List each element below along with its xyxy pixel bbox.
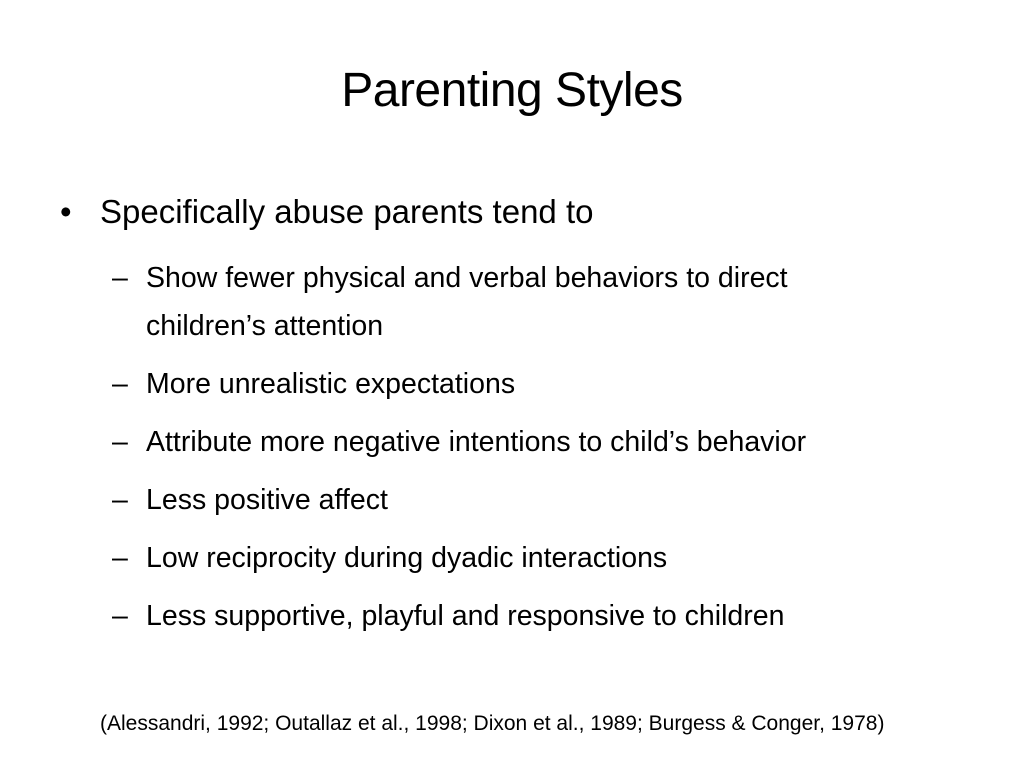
sub-bullet-item bbox=[112, 418, 992, 466]
sub-bullet-item bbox=[112, 592, 992, 640]
sub-bullet-item bbox=[112, 254, 992, 350]
sub-bullet-text: Low reciprocity during dyadic interactions bbox=[146, 542, 668, 574]
sub-bullet-text: More unrealistic expectations bbox=[146, 368, 516, 400]
sub-bullet-text: Less positive affect bbox=[146, 484, 388, 516]
sub-bullet-text: Less supportive, playful and responsive to children bbox=[146, 600, 785, 632]
dash-marker: – bbox=[112, 426, 128, 458]
dash-marker: – bbox=[112, 542, 128, 574]
dash-marker: – bbox=[112, 600, 128, 632]
bullet-marker: • bbox=[60, 193, 72, 230]
sub-bullet-item bbox=[112, 476, 992, 524]
sub-bullet-item bbox=[112, 534, 992, 582]
citation: (Alessandri, 1992; Outallaz et al., 1998; Dixon et al., 1989; Burgess & Conger, 1978) bbox=[100, 712, 885, 735]
main-bullet bbox=[60, 191, 593, 234]
main-bullet-text: Specifically abuse parents tend to bbox=[100, 193, 594, 230]
sub-bullet-text: Show fewer physical and verbal behaviors to direct children’s attention bbox=[146, 262, 788, 342]
slide-title: Parenting Styles bbox=[341, 64, 683, 117]
dash-marker: – bbox=[112, 484, 128, 516]
dash-marker: – bbox=[112, 368, 128, 400]
sub-bullet-list bbox=[112, 254, 992, 650]
sub-bullet-item bbox=[112, 360, 992, 408]
dash-marker: – bbox=[112, 262, 128, 294]
sub-bullet-text: Attribute more negative intentions to child’s behavior bbox=[146, 426, 807, 458]
